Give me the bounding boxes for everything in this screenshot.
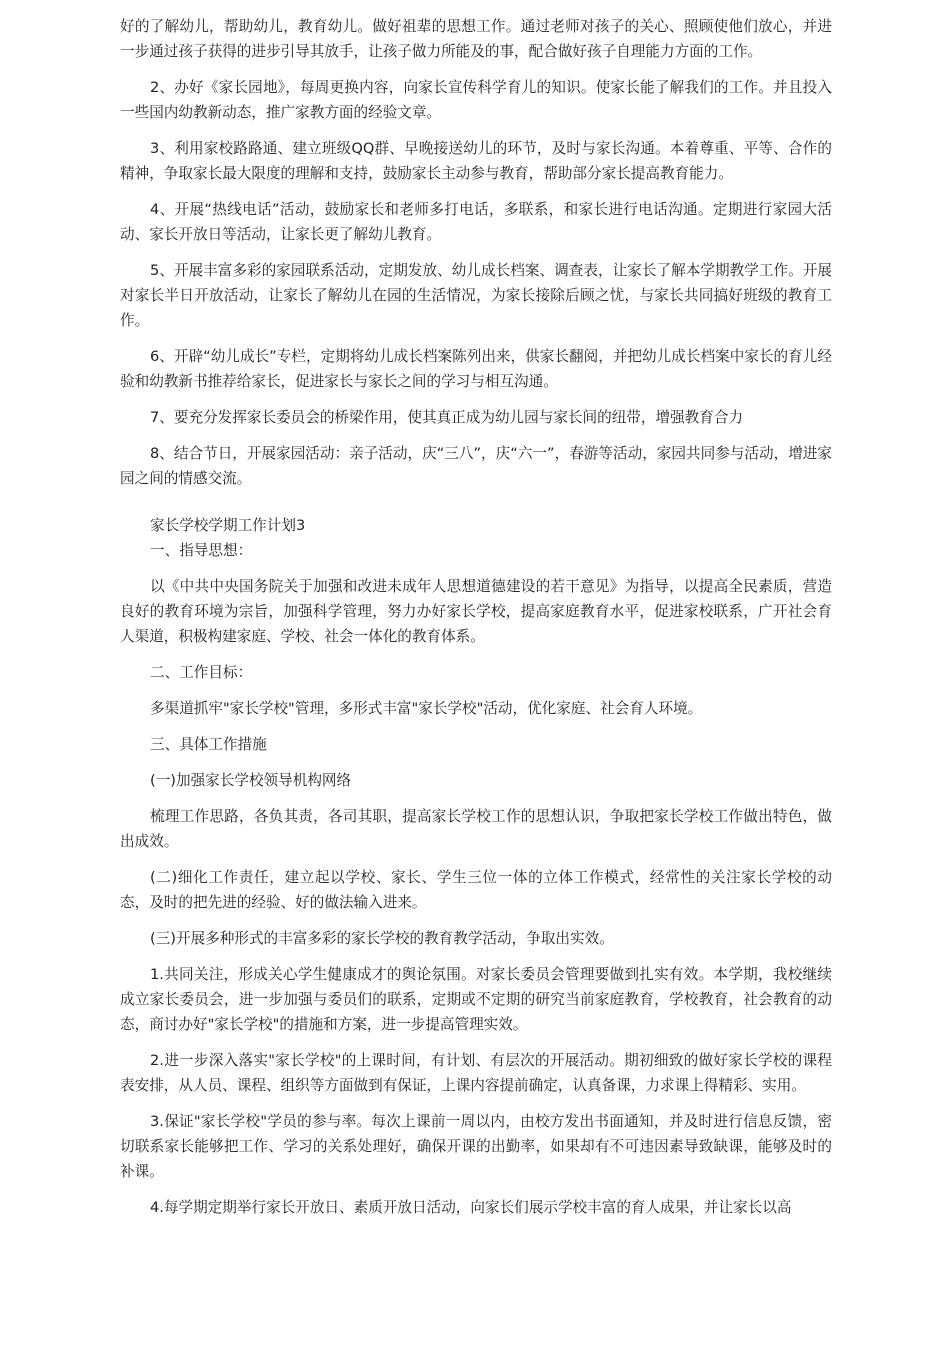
paragraph-point-3: 3.保证"家长学校"学员的参与率。每次上课前一周以内，由校方发出书面通知，并及时进行信息反馈，密切联系家长能够把工作、学习的关系处理好，确保开课的出勤率，如果却有不可违因素导致缺课，能够及时的补课。	[120, 1113, 832, 1180]
paragraph-item-8: 8、结合节日，开展家园活动：亲子活动，庆“三八”，庆“六一”，春游等活动，家园共同参与活动，增进家园之间的情感交流。	[120, 445, 832, 487]
document-body	[120, 14, 832, 1231]
subheading-measure-1: (一)加强家长学校领导机构网络	[150, 772, 352, 789]
paragraph-item-2: 2、办好《家长园地》，每周更换内容，向家长宣传科学育儿的知识。使家长能了解我们的工作。并且投入一些国内幼教新动态，推广家教方面的经验文章。	[120, 79, 832, 121]
paragraph-point-2: 2.进一步深入落实"家长学校"的上课时间，有计划、有层次的开展活动。期初细致的做好家长学校的课程表安排，从人员、课程、组织等方面做到有保证，上课内容提前确定，认真备课，力求课上得精彩、实用。	[120, 1052, 832, 1094]
paragraph-measure-2: (二)细化工作责任，建立起以学校、家长、学生三位一体的立体工作模式，经常性的关注家长学校的动态，及时的把先进的经验、好的做法输入进来。	[120, 869, 832, 911]
paragraph-item-4: 4、开展“热线电话”活动，鼓励家长和老师多打电话，多联系，和家长进行电话沟通。定期进行家园大活动、家长开放日等活动，让家长更了解幼儿教育。	[120, 201, 832, 243]
paragraph-item-7: 7、要充分发挥家长委员会的桥梁作用，使其真正成为幼儿园与家长间的纽带，增强教育合力	[150, 409, 744, 426]
paragraph-point-1: 1.共同关注，形成关心学生健康成才的舆论氛围。对家长委员会管理要做到扎实有效。本学期，我校继续成立家长委员会，进一步加强与委员们的联系，定期或不定期的研究当前家庭教育，学校教育，社会教育的动态，商讨办好"家长学校"的措施和方案，进一步提高管理实效。	[120, 966, 832, 1033]
paragraph-item-5: 5、开展丰富多彩的家园联系活动，定期发放、幼儿成长档案、调查表，让家长了解本学期教学工作。开展对家长半日开放活动，让家长了解幼儿在园的生活情况，为家长接除后顾之忧，与家长共同搞好班级的教育工作。	[120, 262, 832, 329]
paragraph-point-4: 4.每学期定期举行家长开放日、素质开放日活动，向家长们展示学校丰富的育人成果，并让家长以高	[150, 1199, 792, 1216]
section-title: 家长学校学期工作计划3	[150, 517, 306, 534]
heading-work-measures: 三、具体工作措施	[150, 736, 267, 753]
paragraph-work-goal: 多渠道抓牢"家长学校"管理，多形式丰富"家长学校"活动，优化家庭、社会育人环境。	[150, 700, 703, 717]
paragraph-guiding-thought: 以《中共中央国务院关于加强和改进未成年人思想道德建设的若干意见》为指导，以提高全民素质，营造良好的教育环境为宗旨，加强科学管理，努力办好家长学校，提高家庭教育水平，促进家校联系，广开社会育人渠道，积极构建家庭、学校、社会一体化的教育体系。	[120, 578, 832, 645]
paragraph-measure-3: (三)开展多种形式的丰富多彩的家长学校的教育教学活动，争取出实效。	[150, 930, 614, 947]
heading-work-goal: 二、工作目标：	[150, 664, 253, 681]
paragraph-item-3: 3、利用家校路路通、建立班级QQ群、早晚接送幼儿的环节，及时与家长沟通。本着尊重、平等、合作的精神，争取家长最大限度的理解和支持，鼓励家长主动参与教育，帮助部分家长提高教育能力。	[120, 140, 832, 182]
heading-guiding-thought: 一、指导思想：	[150, 542, 253, 559]
paragraph-continuation: 好的了解幼儿，帮助幼儿，教育幼儿。做好祖辈的思想工作。通过老师对孩子的关心、照顾使他们放心，并进一步通过孩子获得的进步引导其放手，让孩子做力所能及的事，配合做好孩子自理能力方面的工作。	[120, 18, 832, 60]
paragraph-measure-1: 梳理工作思路，各负其责，各司其职，提高家长学校工作的思想认识，争取把家长学校工作做出特色，做出成效。	[120, 808, 832, 850]
paragraph-item-6: 6、开辟“幼儿成长”专栏，定期将幼儿成长档案陈列出来，供家长翻阅，并把幼儿成长档案中家长的育儿经验和幼教新书推荐给家长，促进家长与家长之间的学习与相互沟通。	[120, 348, 832, 390]
